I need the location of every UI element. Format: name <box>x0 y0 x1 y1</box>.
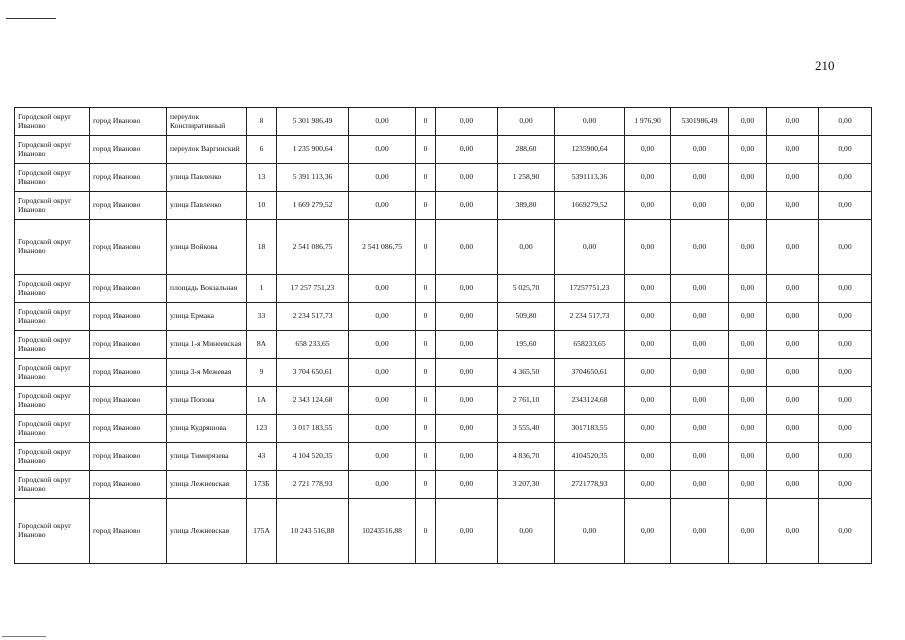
table-row <box>15 303 872 331</box>
value-cell: 0,00 <box>819 443 872 471</box>
value-cell: 0,00 <box>819 192 872 220</box>
value-cell: 0,00 <box>819 471 872 499</box>
district-cell: Городской округ Иваново <box>15 108 90 136</box>
value-cell: 17 257 751,23 <box>277 275 349 303</box>
value-cell: 0,00 <box>625 359 671 387</box>
city-cell: город Иваново <box>90 303 167 331</box>
value-cell: 0,00 <box>729 359 767 387</box>
table-row <box>15 331 872 359</box>
value-cell: 0,00 <box>436 303 498 331</box>
value-cell: 0,00 <box>671 275 729 303</box>
house-cell: 10 <box>247 192 277 220</box>
value-cell: 0,00 <box>819 108 872 136</box>
value-cell: 0,00 <box>767 136 819 164</box>
value-cell: 0,00 <box>555 220 625 275</box>
value-cell: 0,00 <box>819 387 872 415</box>
value-cell: 658 233,65 <box>277 331 349 359</box>
value-cell: 0,00 <box>349 108 416 136</box>
city-cell: город Иваново <box>90 499 167 564</box>
city-cell: город Иваново <box>90 415 167 443</box>
city-cell: город Иваново <box>90 108 167 136</box>
value-cell: 195,60 <box>498 331 555 359</box>
value-cell: 0,00 <box>436 331 498 359</box>
value-cell: 0,00 <box>819 164 872 192</box>
house-cell: 1 <box>247 275 277 303</box>
value-cell: 0,00 <box>671 192 729 220</box>
value-cell: 2 761,10 <box>498 387 555 415</box>
value-cell: 1 258,90 <box>498 164 555 192</box>
table-row <box>15 136 872 164</box>
value-cell: 0,00 <box>819 359 872 387</box>
table-row <box>15 108 872 136</box>
value-cell: 0 <box>416 387 436 415</box>
value-cell: 0,00 <box>349 303 416 331</box>
value-cell: 0,00 <box>767 331 819 359</box>
value-cell: 0,00 <box>349 192 416 220</box>
value-cell: 0,00 <box>498 499 555 564</box>
value-cell: 0,00 <box>436 415 498 443</box>
value-cell: 0 <box>416 303 436 331</box>
value-cell: 4 836,70 <box>498 443 555 471</box>
table-row <box>15 359 872 387</box>
value-cell: 0,00 <box>436 108 498 136</box>
house-cell: 6 <box>247 136 277 164</box>
value-cell: 0,00 <box>729 220 767 275</box>
district-cell: Городской округ Иваново <box>15 331 90 359</box>
value-cell: 3704650,61 <box>555 359 625 387</box>
table-row <box>15 443 872 471</box>
value-cell: 0,00 <box>671 220 729 275</box>
value-cell: 0 <box>416 108 436 136</box>
value-cell: 0,00 <box>671 303 729 331</box>
value-cell: 658233,65 <box>555 331 625 359</box>
value-cell: 4 365,50 <box>498 359 555 387</box>
street-cell: улица Попова <box>167 387 247 415</box>
value-cell: 0,00 <box>625 387 671 415</box>
district-cell: Городской округ Иваново <box>15 303 90 331</box>
district-cell: Городской округ Иваново <box>15 443 90 471</box>
value-cell: 0,00 <box>819 331 872 359</box>
street-cell: переулок Конспиративный <box>167 108 247 136</box>
value-cell: 3 207,30 <box>498 471 555 499</box>
value-cell: 3 017 183,55 <box>277 415 349 443</box>
value-cell: 0 <box>416 415 436 443</box>
district-cell: Городской округ Иваново <box>15 192 90 220</box>
value-cell: 5 391 113,36 <box>277 164 349 192</box>
city-cell: город Иваново <box>90 192 167 220</box>
table-row <box>15 471 872 499</box>
value-cell: 2 541 086,75 <box>277 220 349 275</box>
street-cell: улица Войкова <box>167 220 247 275</box>
value-cell: 0 <box>416 471 436 499</box>
city-cell: город Иваново <box>90 220 167 275</box>
city-cell: город Иваново <box>90 331 167 359</box>
district-cell: Городской округ Иваново <box>15 415 90 443</box>
value-cell: 0,00 <box>767 443 819 471</box>
value-cell: 0,00 <box>729 499 767 564</box>
value-cell: 0,00 <box>729 303 767 331</box>
value-cell: 0,00 <box>436 136 498 164</box>
value-cell: 0,00 <box>555 108 625 136</box>
table-row <box>15 415 872 443</box>
value-cell: 0,00 <box>729 443 767 471</box>
value-cell: 3 555,40 <box>498 415 555 443</box>
street-cell: площадь Вокзальная <box>167 275 247 303</box>
street-cell: улица Тимирязева <box>167 443 247 471</box>
value-cell: 0,00 <box>436 275 498 303</box>
table-row <box>15 387 872 415</box>
value-cell: 2343124,68 <box>555 387 625 415</box>
value-cell: 0,00 <box>349 164 416 192</box>
value-cell: 0,00 <box>767 471 819 499</box>
value-cell: 0,00 <box>436 164 498 192</box>
value-cell: 0 <box>416 136 436 164</box>
street-cell: переулок Варгинский <box>167 136 247 164</box>
house-cell: 8 <box>247 108 277 136</box>
value-cell: 2 541 086,75 <box>349 220 416 275</box>
value-cell: 0,00 <box>555 499 625 564</box>
value-cell: 0,00 <box>729 164 767 192</box>
value-cell: 0,00 <box>767 220 819 275</box>
street-cell: улица Ермака <box>167 303 247 331</box>
value-cell: 0 <box>416 499 436 564</box>
value-cell: 509,80 <box>498 303 555 331</box>
value-cell: 0,00 <box>729 331 767 359</box>
value-cell: 0,00 <box>436 220 498 275</box>
value-cell: 0,00 <box>436 499 498 564</box>
value-cell: 0,00 <box>498 108 555 136</box>
value-cell: 0,00 <box>819 499 872 564</box>
city-cell: город Иваново <box>90 136 167 164</box>
city-cell: город Иваново <box>90 387 167 415</box>
table-row <box>15 192 872 220</box>
value-cell: 0,00 <box>729 136 767 164</box>
district-cell: Городской округ Иваново <box>15 275 90 303</box>
value-cell: 3 704 650,61 <box>277 359 349 387</box>
street-cell: улица Кудряшова <box>167 415 247 443</box>
value-cell: 0,00 <box>436 443 498 471</box>
value-cell: 0,00 <box>625 136 671 164</box>
value-cell: 0,00 <box>819 303 872 331</box>
page-number: 210 <box>815 58 835 73</box>
value-cell: 0,00 <box>819 136 872 164</box>
bottom-rule <box>2 636 46 637</box>
value-cell: 0,00 <box>729 108 767 136</box>
value-cell: 1235900,64 <box>555 136 625 164</box>
value-cell: 0 <box>416 164 436 192</box>
value-cell: 0,00 <box>729 192 767 220</box>
house-cell: 9 <box>247 359 277 387</box>
value-cell: 0,00 <box>729 275 767 303</box>
value-cell: 0 <box>416 331 436 359</box>
value-cell: 0,00 <box>436 387 498 415</box>
value-cell: 2721778,93 <box>555 471 625 499</box>
value-cell: 389,80 <box>498 192 555 220</box>
district-cell: Городской округ Иваново <box>15 499 90 564</box>
registry-table <box>14 107 872 564</box>
street-cell: улица Лежневская <box>167 499 247 564</box>
value-cell: 0,00 <box>436 359 498 387</box>
street-cell: улица Павленко <box>167 164 247 192</box>
value-cell: 0,00 <box>671 359 729 387</box>
house-cell: 175А <box>247 499 277 564</box>
value-cell: 0,00 <box>767 164 819 192</box>
house-cell: 43 <box>247 443 277 471</box>
value-cell: 0,00 <box>767 108 819 136</box>
value-cell: 0,00 <box>671 471 729 499</box>
value-cell: 0,00 <box>767 275 819 303</box>
value-cell: 0,00 <box>729 471 767 499</box>
value-cell: 2 234 517,73 <box>277 303 349 331</box>
value-cell: 0 <box>416 359 436 387</box>
value-cell: 4 104 520,35 <box>277 443 349 471</box>
city-cell: город Иваново <box>90 443 167 471</box>
value-cell: 2 343 124,68 <box>277 387 349 415</box>
value-cell: 0,00 <box>625 303 671 331</box>
value-cell: 4104520,35 <box>555 443 625 471</box>
house-cell: 8А <box>247 331 277 359</box>
value-cell: 0,00 <box>671 387 729 415</box>
value-cell: 0,00 <box>671 136 729 164</box>
district-cell: Городской округ Иваново <box>15 387 90 415</box>
value-cell: 0,00 <box>767 499 819 564</box>
value-cell: 0 <box>416 192 436 220</box>
value-cell: 0,00 <box>625 192 671 220</box>
house-cell: 13 <box>247 164 277 192</box>
value-cell: 0 <box>416 220 436 275</box>
top-rule <box>6 18 56 19</box>
house-cell: 1А <box>247 387 277 415</box>
value-cell: 2 234 517,73 <box>555 303 625 331</box>
value-cell: 0,00 <box>625 220 671 275</box>
city-cell: город Иваново <box>90 359 167 387</box>
value-cell: 0,00 <box>767 415 819 443</box>
value-cell: 0,00 <box>729 387 767 415</box>
value-cell: 5 025,70 <box>498 275 555 303</box>
value-cell: 0 <box>416 443 436 471</box>
district-cell: Городской округ Иваново <box>15 220 90 275</box>
value-cell: 0,00 <box>819 275 872 303</box>
value-cell: 5391113,36 <box>555 164 625 192</box>
city-cell: город Иваново <box>90 275 167 303</box>
value-cell: 0,00 <box>625 443 671 471</box>
table-row <box>15 275 872 303</box>
value-cell: 0,00 <box>625 415 671 443</box>
street-cell: улица 3-я Межевая <box>167 359 247 387</box>
value-cell: 0,00 <box>671 164 729 192</box>
value-cell: 5301986,49 <box>671 108 729 136</box>
value-cell: 0,00 <box>349 275 416 303</box>
value-cell: 0 <box>416 275 436 303</box>
value-cell: 0,00 <box>671 443 729 471</box>
value-cell: 3017183,55 <box>555 415 625 443</box>
value-cell: 0,00 <box>671 415 729 443</box>
house-cell: 173Б <box>247 471 277 499</box>
table-row <box>15 499 872 564</box>
value-cell: 0,00 <box>767 192 819 220</box>
table-row <box>15 220 872 275</box>
district-cell: Городской округ Иваново <box>15 164 90 192</box>
street-cell: улица Лежневская <box>167 471 247 499</box>
value-cell: 0,00 <box>436 471 498 499</box>
value-cell: 0,00 <box>349 331 416 359</box>
table-row <box>15 164 872 192</box>
value-cell: 0,00 <box>436 192 498 220</box>
house-cell: 18 <box>247 220 277 275</box>
value-cell: 0,00 <box>819 415 872 443</box>
value-cell: 0,00 <box>349 415 416 443</box>
value-cell: 0,00 <box>671 499 729 564</box>
house-cell: 123 <box>247 415 277 443</box>
value-cell: 0,00 <box>767 303 819 331</box>
house-cell: 33 <box>247 303 277 331</box>
value-cell: 1 976,90 <box>625 108 671 136</box>
value-cell: 0,00 <box>349 471 416 499</box>
value-cell: 0,00 <box>767 359 819 387</box>
value-cell: 0,00 <box>767 387 819 415</box>
value-cell: 0,00 <box>729 415 767 443</box>
value-cell: 0,00 <box>349 136 416 164</box>
value-cell: 288,60 <box>498 136 555 164</box>
district-cell: Городской округ Иваново <box>15 359 90 387</box>
value-cell: 1669279,52 <box>555 192 625 220</box>
value-cell: 0,00 <box>625 164 671 192</box>
district-cell: Городской округ Иваново <box>15 136 90 164</box>
value-cell: 0,00 <box>625 471 671 499</box>
value-cell: 0,00 <box>625 275 671 303</box>
value-cell: 0,00 <box>671 331 729 359</box>
value-cell: 1 669 279,52 <box>277 192 349 220</box>
value-cell: 0,00 <box>625 499 671 564</box>
street-cell: улица 1-я Минеевская <box>167 331 247 359</box>
value-cell: 2 721 778,93 <box>277 471 349 499</box>
city-cell: город Иваново <box>90 471 167 499</box>
value-cell: 10243516,88 <box>349 499 416 564</box>
value-cell: 0,00 <box>349 359 416 387</box>
value-cell: 0,00 <box>349 443 416 471</box>
street-cell: улица Павленко <box>167 192 247 220</box>
district-cell: Городской округ Иваново <box>15 471 90 499</box>
city-cell: город Иваново <box>90 164 167 192</box>
value-cell: 17257751,23 <box>555 275 625 303</box>
value-cell: 1 235 900,64 <box>277 136 349 164</box>
value-cell: 0,00 <box>498 220 555 275</box>
value-cell: 0,00 <box>349 387 416 415</box>
value-cell: 10 243 516,88 <box>277 499 349 564</box>
value-cell: 0,00 <box>625 331 671 359</box>
value-cell: 5 301 986,49 <box>277 108 349 136</box>
value-cell: 0,00 <box>819 220 872 275</box>
